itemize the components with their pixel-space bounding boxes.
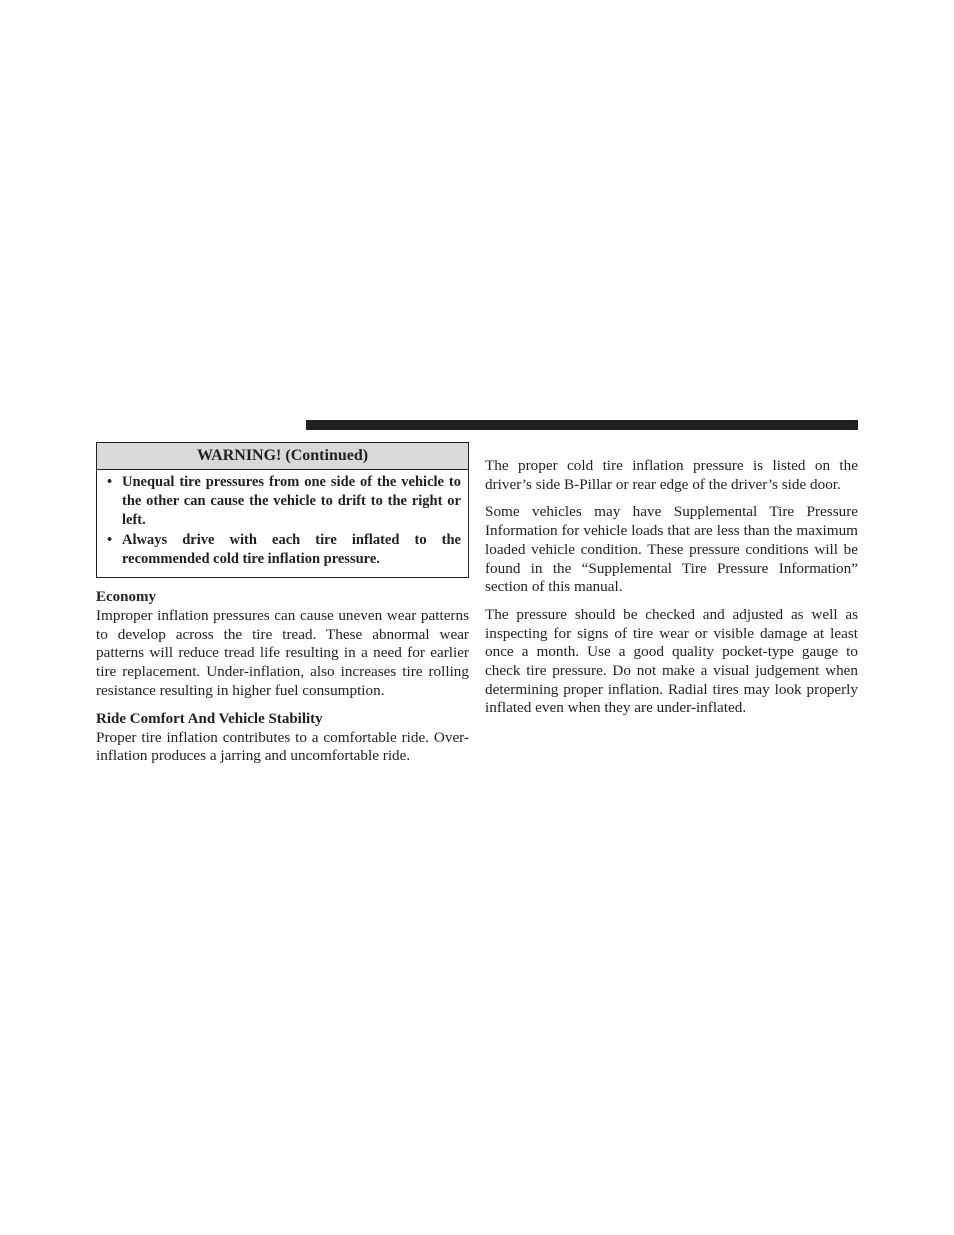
warning-item-text: Always drive with each tire inflated to the recommended cold tire inflation pressure. [122,532,461,567]
pressure-check-paragraph: The pressure should be checked and adjusted as well as inspecting for signs of tire wear or visible damage at least once a month. Use a good quality pocket-type gauge to check tire pressure. Do not make a visual judgement when determining proper inflation. Radial tires may look properly inflated even when they are under-inflated. [485,605,858,717]
warning-item [105,531,461,569]
bullet-icon: • [107,532,113,548]
economy-paragraph: Improper inflation pressures can cause uneven wear patterns to develop across the tire tread. These abnormal wear patterns will reduce tread life resulting in a need for earlier tire replacement. Under-inflation, also increases tire rolling resistance resulting in higher fuel consumption. [96,607,469,699]
right-column [485,457,858,727]
warning-item-text: Unequal tire pressures from one side of the vehicle to the other can cause the vehicle to drift to the right or left. [122,474,461,528]
warning-list [97,470,468,577]
left-column [96,442,469,766]
warning-header: WARNING! (Continued) [97,443,468,470]
cold-pressure-paragraph: The proper cold tire inflation pressure is listed on the driver’s side B-Pillar or rear edge of the driver’s side door. [485,457,858,493]
section-header-rule [306,420,858,430]
economy-heading: Economy [96,589,156,605]
ride-comfort-paragraph: Proper tire inflation contributes to a comfortable ride. Over-inflation produces a jarring and uncomfortable ride. [96,728,469,765]
warning-box [96,442,469,578]
bullet-icon: • [107,474,113,490]
warning-item [105,473,461,530]
ride-comfort-heading: Ride Comfort And Vehicle Stability [96,710,323,727]
supplemental-info-paragraph: Some vehicles may have Supplemental Tire Pressure Information for vehicle loads that are less than the maximum loaded vehicle condition. These pressure conditions will be found in the “Supplemental Tire Pressure Information” section of this manual. [485,503,858,596]
